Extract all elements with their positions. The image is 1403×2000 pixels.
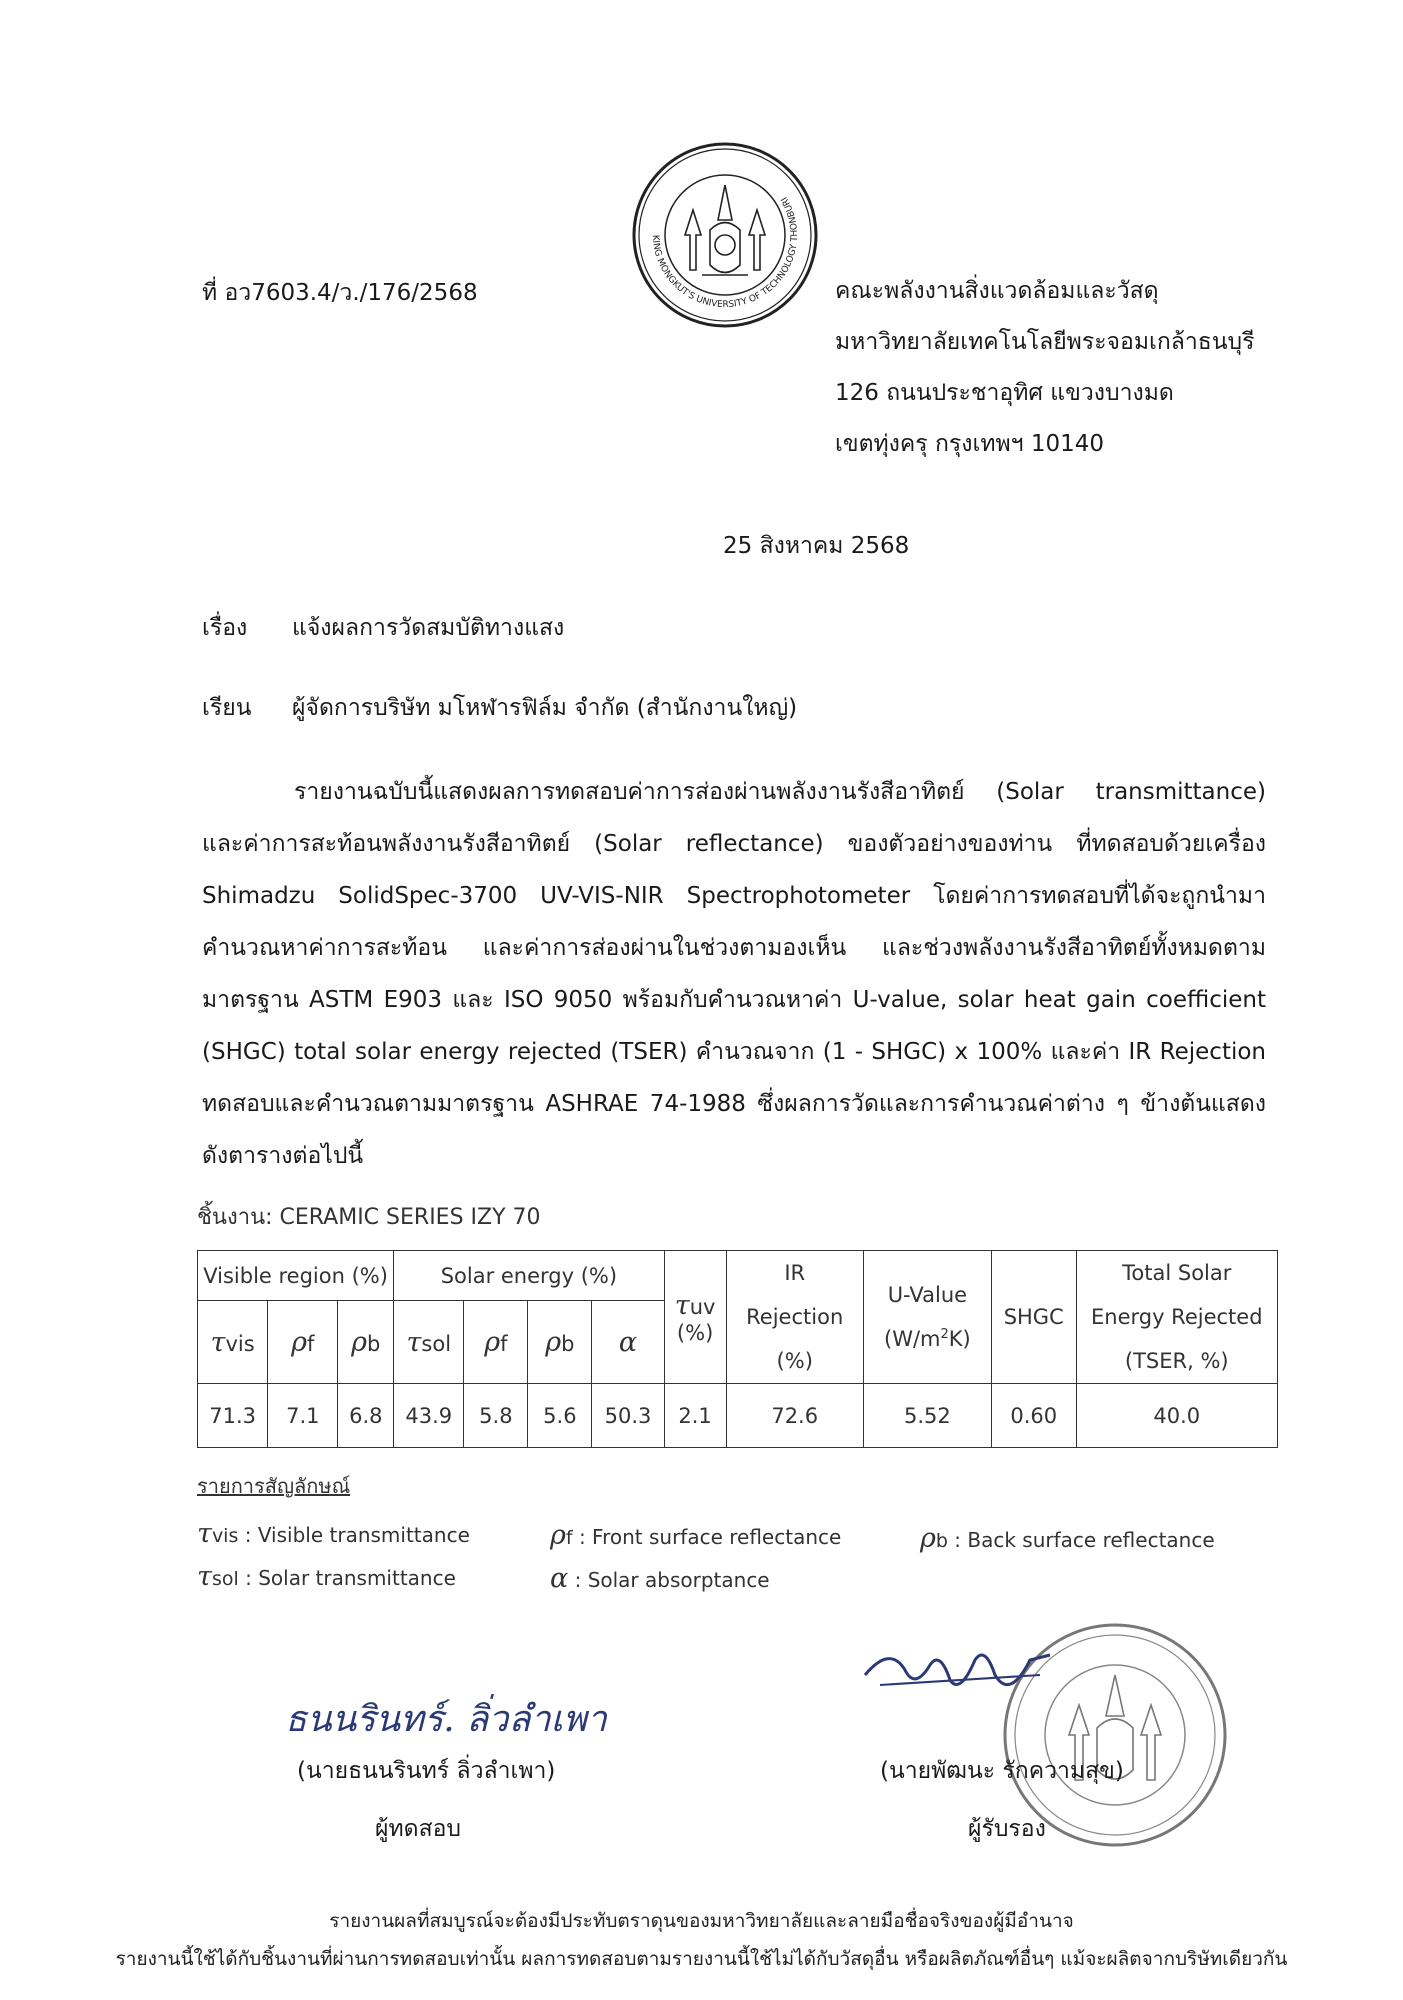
document-number: ที่ อว7603.4/ว./176/2568 xyxy=(202,280,478,306)
address-line: คณะพลังงานสิ่งแวดล้อมและวัสดุ xyxy=(835,278,1159,304)
sub-header: ρf xyxy=(464,1301,528,1384)
ir-rejection-header: IR Rejection (%) xyxy=(726,1251,863,1384)
subject-label: เรื่อง xyxy=(202,615,248,641)
signature-tester: ธนนรินทร์. ลิ่วลำเพา xyxy=(285,1699,607,1740)
legend-item: τsol : Solar transmittance xyxy=(197,1561,456,1592)
body-line: Shimadzu SolidSpec-3700 UV-VIS-NIR Spectrophotometer โดยค่าการทดสอบที่ได้จะถูกนำมา xyxy=(202,883,1266,909)
results-table xyxy=(197,1250,1278,1448)
subject-text: แจ้งผลการวัดสมบัติทางแสง xyxy=(292,615,565,641)
legend-item: τvis : Visible transmittance xyxy=(197,1518,470,1549)
footer-line: รายงานนี้ใช้ได้กับชิ้นงานที่ผ่านการทดสอบเท่านั้น ผลการทดสอบตามรายงานนี้ใช้ไม่ได้กับวัสดุอื่น หรือผลิตภัณฑ์อื่นๆ แม้จะผลิตจากบริษัทเดียวกัน xyxy=(115,1948,1288,1970)
table-cell: 5.6 xyxy=(528,1384,592,1448)
sub-header: α xyxy=(592,1301,664,1384)
u-value-header: U-Value $(W/m^2K)$ xyxy=(863,1251,991,1384)
sub-header: ρf xyxy=(268,1301,338,1384)
sub-header: τvis xyxy=(198,1301,268,1384)
recipient-label: เรียน xyxy=(202,695,252,721)
document-date: 25 สิงหาคม 2568 xyxy=(723,533,910,559)
sub-header: τsol xyxy=(394,1301,464,1384)
shgc-header: SHGC xyxy=(991,1251,1076,1384)
table-cell: 71.3 xyxy=(198,1384,268,1448)
recipient-text: ผู้จัดการบริษัท มโหฬารฟิล์ม จำกัด (สำนักงานใหญ่) xyxy=(292,695,798,721)
tser-header: Total Solar Energy Rejected (TSER, %) xyxy=(1076,1251,1277,1384)
solar-energy-header: Solar energy (%) xyxy=(394,1251,664,1301)
table-cell: 43.9 xyxy=(394,1384,464,1448)
body-line: ทดสอบและคำนวณตามมาตรฐาน ASHRAE 74-1988 ซึ่งผลการวัดและการคำนวณค่าต่าง ๆ ข้างต้นแสดง xyxy=(202,1091,1266,1117)
certifier-role: ผู้รับรอง xyxy=(968,1816,1046,1842)
address-line: เขตทุ่งครุ กรุงเทพฯ 10140 xyxy=(835,431,1105,457)
legend-title: รายการสัญลักษณ์ xyxy=(197,1474,351,1498)
table-cell: 6.8 xyxy=(338,1384,394,1448)
body-line: (SHGC) total solar energy rejected (TSER) คำนวณจาก (1 - SHGC) x 100% และค่า IR Rejection xyxy=(202,1039,1266,1065)
table-cell: 40.0 xyxy=(1076,1384,1277,1448)
signature-certifier xyxy=(860,1640,1060,1710)
body-paragraph xyxy=(202,766,1266,1182)
legend-item: ρb : Back surface reflectance xyxy=(920,1523,1215,1554)
specimen-label: ชิ้นงาน: CERAMIC SERIES IZY 70 xyxy=(197,1205,541,1230)
table-cell: 50.3 xyxy=(592,1384,664,1448)
seal-text: KING MONGKUT'S UNIVERSITY OF TECHNOLOGY THONBURI xyxy=(649,194,801,311)
tau-uv-header: τuv (%) xyxy=(664,1251,726,1384)
table-cell: 0.60 xyxy=(991,1384,1076,1448)
visible-region-header: Visible region (%) xyxy=(198,1251,394,1301)
university-seal xyxy=(630,140,820,330)
address-line: มหาวิทยาลัยเทคโนโลยีพระจอมเกล้าธนบุรี xyxy=(835,329,1255,355)
tester-name: (นายธนนรินทร์ ลิ่วลำเพา) xyxy=(297,1758,556,1784)
certifier-name: (นายพัฒนะ รักความสุข) xyxy=(880,1758,1124,1784)
legend-item: α : Solar absorptance xyxy=(550,1563,770,1594)
tau-symbol: τ xyxy=(674,1289,690,1321)
table-cell: 5.52 xyxy=(863,1384,991,1448)
address-line: 126 ถนนประชาอุทิศ แขวงบางมด xyxy=(835,380,1174,406)
tester-role: ผู้ทดสอบ xyxy=(375,1816,462,1842)
body-line: มาตรฐาน ASTM E903 และ ISO 9050 พร้อมกับคำนวณหาค่า U-value, solar heat gain coefficient xyxy=(202,987,1266,1013)
sub-header: ρb xyxy=(338,1301,394,1384)
body-line: และค่าการสะท้อนพลังงานรังสีอาทิตย์ (Solar reflectance) ของตัวอย่างของท่าน ที่ทดสอบด้วยเครื่อง xyxy=(202,831,1266,857)
body-line: ดังตารางต่อไปนี้ xyxy=(202,1143,364,1169)
body-line: คำนวณหาค่าการสะท้อน และค่าการส่องผ่านในช่วงตามองเห็น และช่วงพลังงานรังสีอาทิตย์ทั้งหมดตาม xyxy=(202,935,1266,961)
body-line: รายงานฉบับนี้แสดงผลการทดสอบค่าการส่องผ่านพลังงานรังสีอาทิตย์ (Solar transmittance) xyxy=(294,779,1266,805)
table-cell: 2.1 xyxy=(664,1384,726,1448)
legend-item: ρf : Front surface reflectance xyxy=(550,1520,842,1551)
table-cell: 72.6 xyxy=(726,1384,863,1448)
footer-line: รายงานผลที่สมบูรณ์จะต้องมีประทับตราดุนของมหาวิทยาลัยและลายมือชื่อจริงของผู้มีอำนาจ xyxy=(329,1910,1074,1932)
table-cell: 5.8 xyxy=(464,1384,528,1448)
svg-text:KING MONGKUT'S UNIVERSITY OF T xyxy=(650,195,800,310)
table-row xyxy=(198,1384,1278,1448)
table-cell: 7.1 xyxy=(268,1384,338,1448)
sub-header: ρb xyxy=(528,1301,592,1384)
